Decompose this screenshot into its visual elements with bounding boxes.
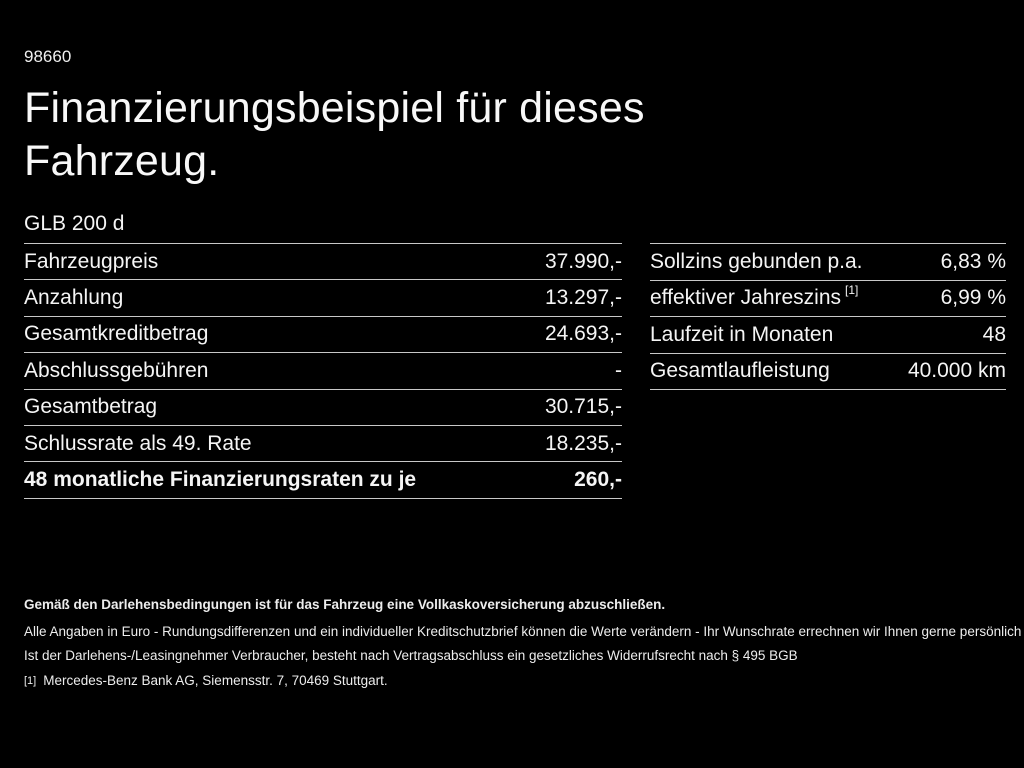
page-title-line2: Fahrzeug. xyxy=(24,137,220,185)
table-row xyxy=(650,280,1006,317)
table-row xyxy=(24,425,622,461)
row-value: 13.297,- xyxy=(544,286,622,310)
row-value: 6,83 % xyxy=(940,249,1006,273)
table-row xyxy=(650,316,1006,353)
row-value: - xyxy=(615,358,622,382)
table-row xyxy=(24,316,622,352)
row-label: Gesamtlaufleistung xyxy=(650,359,830,383)
table-row xyxy=(650,353,1006,390)
row-label: Gesamtkreditbetrag xyxy=(24,322,209,346)
row-label-text: effektiver Jahreszins xyxy=(650,286,842,310)
footnote-marker: [1] xyxy=(24,675,37,687)
disclaimer-line1: Alle Angaben in Euro - Rundungsdifferenzen und ein individueller Kreditschutzbrief können die Werte verändern - Ihr Wunschrate errechnen wir Ihnen gerne persönlich xyxy=(24,624,1022,639)
offer-code: 98660 xyxy=(24,47,72,66)
row-value: 6,99 % xyxy=(940,286,1006,310)
row-label: Schlussrate als 49. Rate xyxy=(24,431,252,455)
insurance-note: Gemäß den Darlehensbedingungen ist für das Fahrzeug eine Vollkaskoversicherung abzuschließen. xyxy=(24,597,666,612)
row-label: Abschlussgebühren xyxy=(24,358,209,382)
table-row xyxy=(24,352,622,388)
row-label xyxy=(650,283,859,310)
row-label: 48 monatliche Finanzierungsraten zu je xyxy=(24,468,417,492)
page-title-line1: Finanzierungsbeispiel für dieses xyxy=(24,84,645,132)
disclaimer-line2: Ist der Darlehens-/Leasingnehmer Verbraucher, besteht nach Vertragsabschluss ein gesetzliches Widerrufsrecht nach § 495 BGB xyxy=(24,648,798,663)
row-value: 260,- xyxy=(574,468,622,492)
row-value: 30.715,- xyxy=(544,395,622,419)
row-label: Anzahlung xyxy=(24,286,124,310)
row-label: Laufzeit in Monaten xyxy=(650,322,834,346)
footnote-text: Mercedes-Benz Bank AG, Siemensstr. 7, 70469 Stuttgart. xyxy=(43,673,388,688)
row-value: 18.235,- xyxy=(544,431,622,455)
table-row-monthly-rate xyxy=(24,461,622,497)
row-value: 37.990,- xyxy=(544,249,622,273)
table-row xyxy=(24,279,622,315)
page-title xyxy=(24,82,645,188)
table-row xyxy=(650,243,1006,280)
table-row xyxy=(24,243,622,279)
row-label: Fahrzeugpreis xyxy=(24,249,159,273)
table-row xyxy=(24,389,622,425)
footnote xyxy=(24,672,388,691)
vehicle-model: GLB 200 d xyxy=(24,212,125,235)
row-label: Sollzins gebunden p.a. xyxy=(650,249,863,273)
row-value: 40.000 km xyxy=(907,359,1006,383)
row-value: 48 xyxy=(982,322,1006,346)
conditions-table xyxy=(650,243,1006,390)
row-value: 24.693,- xyxy=(544,322,622,346)
footnote-marker: [1] xyxy=(845,283,859,298)
financing-table xyxy=(24,243,622,499)
row-label: Gesamtbetrag xyxy=(24,395,158,419)
